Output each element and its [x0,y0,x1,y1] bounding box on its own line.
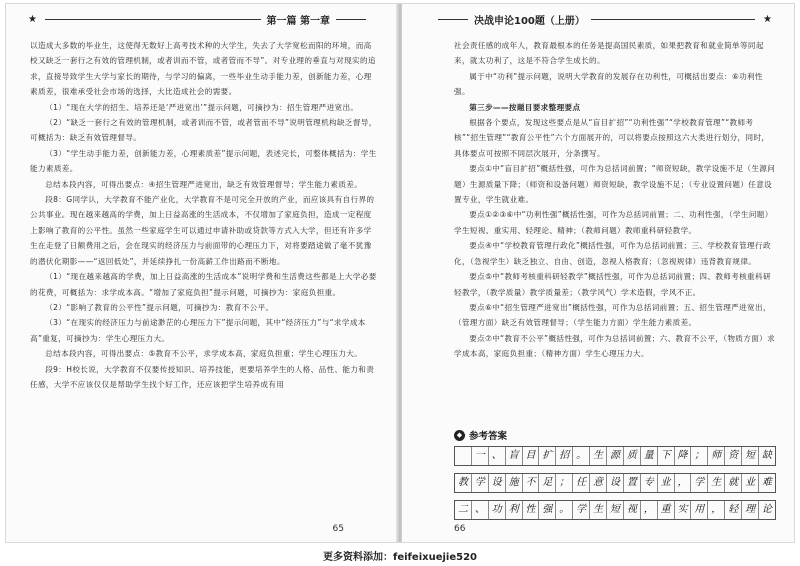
answer-grid-cell: 学 [472,474,489,492]
answer-grid-cell: 生 [708,474,725,492]
paragraph: 段8：G同学认，大学教育不能产业化，大学教育不是可完全开放的产业，而应该具有自行界的公共事业。现在越来越高的学费，加上日益高涨的生活成本，不仅增加了家庭负担，造成一定程度上影响了教育的公平性。虽然一些家庭学生可以通过申请补助或贷款等方式入大学，但还有许多学生在走登了日额费用之后，会在现实的经济压力与前面带的心理压力下，对将要踏途做了毫不犹豫的潜伏化期影——“返回低处”，并延续挣扎一份高薪工作出路而不断地。 [30,195,375,266]
answer-grid-cell: 用 [691,501,708,519]
running-head-rule [591,19,755,20]
answer-grid-cell: 利 [506,501,523,519]
answer-grid-cell: 扩 [539,447,556,465]
answer-grid-cell: 强 [539,501,556,519]
answer-grid-cell: 短 [742,447,759,465]
answer-grid-cell: 。 [573,447,590,465]
answer-grid-cell: 设 [607,474,624,492]
answer-grid-cell: 意 [590,474,607,492]
answer-grid-cell: 师 [708,447,725,465]
answer-grid-cell: 二 [455,501,472,519]
paragraph: 属于中“功利”提示问题，说明大学教育的发展存在功利性，可概括出要点：⑥功利性强。 [454,71,763,97]
answer-grid-cell: 设 [489,474,506,492]
footer-note: 更多资料添加：feifeixuejie520 [323,552,477,563]
answer-grid-cell: 资 [725,447,742,465]
answer-grid-cell: 短 [607,501,624,519]
paragraph: 要点④中“学校教育管理行政化”概括性强，可作为总括词前置；三、学校教育管理行政化，（急视学生）缺乏独立、自由、创造，忽视人格教育；（忽视规律）违背教育规律。 [454,241,771,266]
paragraph: （1）“现在越来越高的学费，加上日益高涨的生活成本”说明学费和生活费这些都是上大学必要的花费，可概括为：求学成本高。“增加了家庭负担”提示问题，可摘抄为：家庭负担重。 [30,272,377,297]
answer-grid-cell: 一 [472,447,489,465]
answer-grid-cell: 实 [675,501,692,519]
answer-grid-cell: 招 [556,447,573,465]
answer-grid-cell: 业 [658,474,675,492]
star-icon: ★ [763,13,772,25]
answer-grid-cell: 教 [455,474,472,492]
left-body-text [30,38,378,392]
right-page [402,4,794,542]
running-head-rule [336,19,366,20]
paragraph: 社会责任感的成年人，教育最根本的任务是提高国民素质，如果把教育和就业简单等同起来，就太功利了，这是不符合学生成长的。 [454,41,764,66]
paragraph: 要点①中“盲目扩招”概括性强，可作为总括词前置；“师资短缺，教学设施不足（生源问题）生源质量下降；（师资和设备问题）师资短缺，教学设施不足；（专业设置问题）任意设置专业，学生就业难。 [454,164,776,205]
answer-grid-cell: 理 [742,501,759,519]
answer-grid-cell: 施 [506,474,523,492]
paragraph: （3）“在现实的经济压力与前途渺茫的心理压力下”提示问题，其中“经济压力”与“求学成本高”重复，可摘抄为：学生心理压力大。 [30,318,366,343]
answer-grid-row [454,446,776,466]
answer-grid-cell: 就 [725,474,742,492]
left-page [6,4,398,542]
left-running-head [28,12,372,26]
page-number: 65 [332,524,344,534]
answer-grid-cell: 生 [590,447,607,465]
answer-grid-cell: ； [556,474,573,492]
answer-grid-cell: 、 [489,447,506,465]
answer-grid-cell: ， [641,501,658,519]
paragraph: 总结本段内容，可得出要点：⑤教育不公平，求学成本高，家庭负担重；学生心理压力大。 [45,349,363,359]
right-running-head-text: 决战申论100题（上册） [474,15,585,27]
answer-grid-cell: 置 [624,474,641,492]
paragraph: （3）“学生动手能力差，创新能力差，心理素质差”提示问题，表述完长，可整体概括为：学生能力素质差。 [30,148,377,174]
paragraph: （1）“现在大学的招生、培养还是‘严进宽出’”提示问题，可摘抄为：招生管理严进宽出。 [45,102,359,112]
answer-grid-cell: 功 [489,501,506,519]
answer-grid-cell: 降 [675,447,692,465]
answer-grid-cell: 轻 [725,501,742,519]
star-icon: ★ [28,13,37,25]
answer-grid-cell: 、 [472,501,489,519]
answer-grid-cell: 视 [624,501,641,519]
paragraph: 以造成大多数的毕业生，这使得无数好上高考技术种的大学生，失去了大学宽松而阳的环境，而高校又缺乏一套行之有效的管理机制，或者训而不管，或者管而不导”。对专业理的垂直与对现实的追求，直接导致学生大学与家长的期待，与学习的偏离，一些毕业生动手能力差，创新能力差，心理素质差，很难承受社会市场的选择，大比造成社会的需要。 [30,41,376,97]
running-head-rule [45,19,261,20]
answer-grid-cell: 质 [624,447,641,465]
left-running-head-text: 第一篇 第一章 [266,15,330,27]
answer-badge-icon: ◆ [454,430,465,441]
answer-heading [454,428,507,442]
running-head-rule [438,19,468,20]
answer-grid-cell: 生 [590,501,607,519]
answer-grid-cell: ， [675,474,692,492]
answer-grid-cell: 下 [658,447,675,465]
answer-grid-cell: 学 [691,474,708,492]
page-number: 66 [454,524,466,534]
paragraph: 根据各个要点，发现这些要点是从“盲目扩招”“功利性强”“学校教育管理”“教师考核”“招生管理”“教育公平性”六个方面展开的，可以将要点按照这六大类进行划分，同时，具体要点可按照不同层次展开，分条撰写。 [454,118,770,158]
answer-grid-cell: 业 [742,474,759,492]
paragraph: 总结本段内容，可得出要点：④招生管理严进宽出，缺乏有效管理督导；学生能力素质差。 [45,179,363,189]
answer-grid-cell: 。 [556,501,573,519]
answer-heading-text: 参考答案 [469,431,508,442]
answer-grid-cell: 难 [761,477,772,488]
answer-grid-row [454,473,776,493]
paragraph: （2）“缺乏一套行之有效的管理机制，或者训而不管，或者管而不导”说明管理机构缺乏督导，可概括为：缺乏有效管理督导。 [30,118,377,143]
answer-grid-cell: 量 [641,447,658,465]
paragraph: 要点①②③⑥中“功利性强”概括性强，可作为总括词前置；二、功利性强，（学生问题）学生短视、重实用、轻理论、精神；（教师问题）教师重科研轻教学。 [454,210,773,235]
paragraph: 要点⑤中“教师考核重科研轻教学”概括性强，可作为总括词前置；四、教师考核重科研轻教学，（教学质量）教学质量差；（教学风气）学术造假，学风不正。 [454,272,771,297]
answer-grid-cell: ， [708,501,725,519]
answer-grid-cell: 缺 [761,450,772,461]
paragraph: 要点⑥中“招生管理严进宽出”概括性强，可作为总括词前置；五、招生管理严进宽出，（管理方面）缺乏有效管理督导；（学生能力方面）学生能力素质差。 [454,302,771,328]
answer-grid-cell: 论 [761,504,772,515]
answer-grid-cell: 不 [523,474,540,492]
right-body-text [454,38,776,362]
answer-grid-row [454,500,776,520]
answer-grid-cell: 性 [523,501,540,519]
answer-grid-cell: 盲 [506,447,523,465]
paragraph: （2）“影响了教育的公平性”提示问题，可摘抄为：教育不公平。 [45,302,274,312]
answer-grid-cell: 足 [539,474,556,492]
answer-grid-cell: 目 [523,447,540,465]
answer-grid-cell: 专 [641,474,658,492]
section-heading: 第三步——按题目要求整理要点 [469,102,581,112]
answer-grid-cell [455,447,472,465]
answer-grid-cell: 任 [573,474,590,492]
answer-grid-cell: 重 [658,501,675,519]
paragraph: 要点⑦中“教育不公平”概括性强，可作为总括词前置；六、教育不公平，（物质方面）求学成本高，家庭负担重；（精神方面）学生心理压力大。 [454,333,776,359]
book-spread [6,4,794,542]
paragraph: 段9：H校长说，大学教育不仅要传授知识、培养技能，更要培养学生的人格、品性、能力和责任感，大学不应该仅仅是帮助学生找个好工作，还应该把学生培养成有用 [30,364,375,389]
right-running-head [432,12,772,26]
answer-grid-cell: ； [691,447,708,465]
answer-grid-cell: 学 [573,501,590,519]
answer-grid [454,446,776,527]
answer-grid-cell: 源 [607,447,624,465]
